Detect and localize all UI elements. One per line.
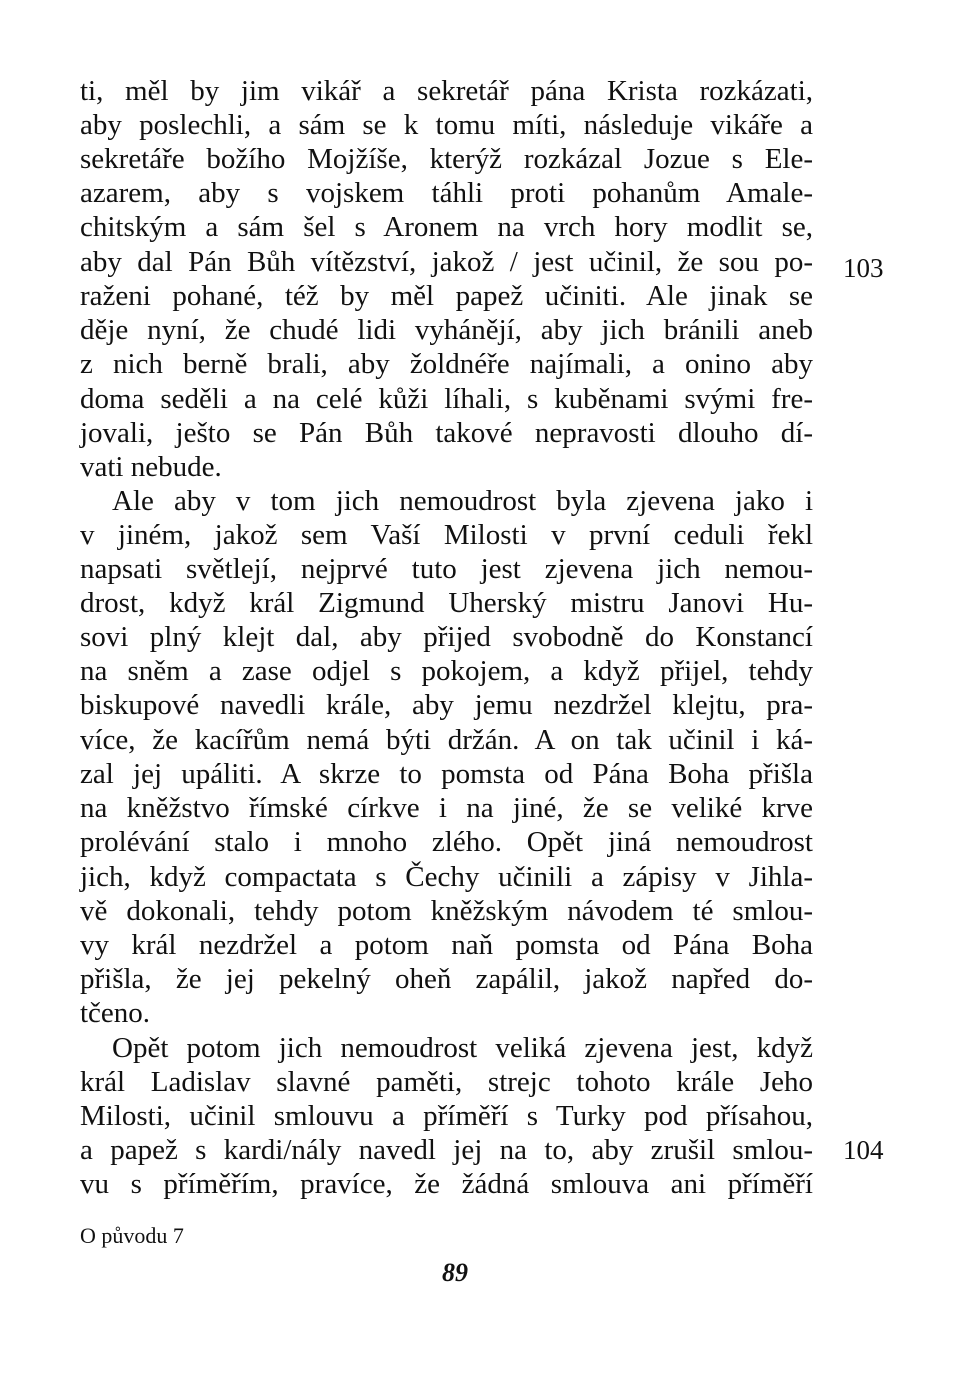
text-line: více, že kacířům nemá býti držán. A on tak učinil i ká-	[80, 724, 813, 756]
text-line: Ale aby v tom jich nemoudrost byla zjevena jako i	[112, 485, 813, 517]
text-line: vě dokonali, tehdy potom kněžským návodem té smlou-	[80, 895, 813, 927]
margin-page-number: 104	[843, 1135, 884, 1165]
text-line: zal jej upáliti. A skrze to pomsta od Pána Boha přišla	[80, 758, 813, 790]
text-line: na kněžstvo římské církve i na jiné, že se veliké krve	[80, 792, 813, 824]
text-line: z nich berně brali, aby žoldnéře najímali, a onino aby	[80, 348, 813, 380]
text-line: prolévání stalo i mnoho zlého. Opět jiná nemoudrost	[80, 826, 813, 858]
text-line: na sněm a zase odjel s pokojem, a když přijel, tehdy	[80, 655, 813, 687]
text-line: vu s příměřím, pravíce, že žádná smlouva ani příměří	[80, 1168, 813, 1200]
text-line: tčeno.	[80, 997, 151, 1029]
text-line: vy král nezdržel a potom naň pomsta od Pána Boha	[80, 929, 813, 961]
text-line: biskupové navedli krále, aby jemu nezdržel klejtu, pra-	[80, 689, 813, 721]
text-line: napsati světlejí, nejprvé tuto jest zjevena jich nemou-	[80, 553, 813, 585]
text-line: a papež s kardi/nály navedl jej na to, aby zrušil smlou-	[80, 1134, 813, 1166]
margin-page-number: 103	[843, 253, 884, 283]
page-number: 89	[442, 1258, 468, 1287]
text-line: azarem, aby s vojskem táhli proti pohanům Amale-	[80, 177, 813, 209]
signature-mark: O původu 7	[80, 1223, 184, 1248]
text-line: sekretáře božího Mojžíše, kterýž rozkázal Jozue s Ele-	[80, 143, 813, 175]
text-line: raženi pohané, též by měl papež učiniti. Ale jinak se	[80, 280, 813, 312]
text-line: Opět potom jich nemoudrost veliká zjevena jest, když	[112, 1032, 813, 1064]
text-line: aby dal Pán Bůh vítězství, jakož / jest učinil, že sou po-	[80, 246, 813, 278]
text-line: sovi plný klejt dal, aby přijed svobodně do Konstancí	[80, 621, 813, 653]
text-line: v jiném, jakož sem Vaší Milosti v první ceduli řekl	[80, 519, 813, 551]
text-line: drost, když král Zigmund Uherský mistru Janovi Hu-	[80, 587, 813, 619]
text-line: vati nebude.	[80, 451, 222, 483]
text-line: jich, když compactata s Čechy učinili a zápisy v Jihla-	[80, 861, 813, 893]
text-line: aby poslechli, a sám se k tomu míti, následuje vikáře a	[80, 109, 813, 141]
text-line: král Ladislav slavné paměti, strejc tohoto krále Jeho	[80, 1066, 813, 1098]
text-line: děje nyní, že chudé lidi vyhánějí, aby jich bránili aneb	[80, 314, 813, 346]
text-line: přišla, že jej pekelný oheň zapálil, jakož napřed do-	[80, 963, 813, 995]
text-line: chitským a sám šel s Aronem na vrch hory modlit se,	[80, 211, 813, 243]
text-line: ti, měl by jim vikář a sekretář pána Krista rozkázati,	[80, 75, 813, 107]
text-line: jovali, ješto se Pán Bůh takové nepravosti dlouho dí-	[80, 417, 813, 449]
text-line: doma seděli a na celé kůži líhali, s kuběnami svými fre-	[80, 383, 813, 415]
text-line: Milosti, učinil smlouvu a příměří s Turky pod přísahou,	[80, 1100, 813, 1132]
